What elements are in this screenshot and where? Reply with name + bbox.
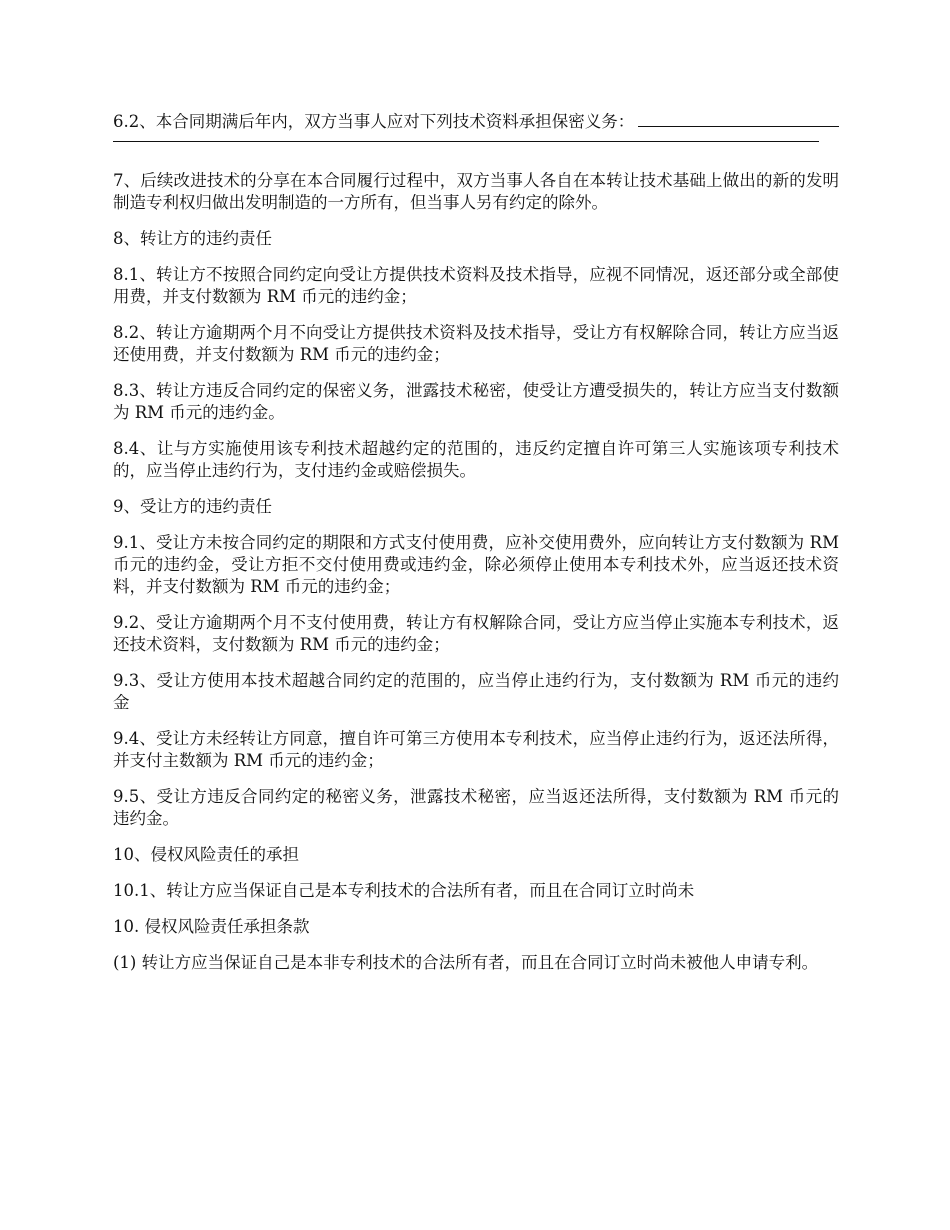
- clause-8-2: 8.2、转让方逾期两个月不向受让方提供技术资料及技术指导，受让方有权解除合同，转让方应当返还使用费，并支付数额为 RM 币元的违约金；: [113, 323, 839, 364]
- clause-7: 7、后续改进技术的分享在本合同履行过程中，双方当事人各自在本转让技术基础上做出的新的发明制造专利权归做出发明制造的一方所有，但当事人另有约定的除外。: [113, 171, 839, 212]
- clause-6-2-text: 6.2、本合同期满后年内，双方当事人应对下列技术资料承担保密义务：: [113, 112, 635, 131]
- clause-9-1: 9.1、受让方未按合同约定的期限和方式支付使用费，应补交使用费外，应向转让方支付数额为 RM 币元的违约金，受让方拒不交付使用费或违约金，除必须停止使用本专利技术外，应当返还技术资料，并支付数额为 RM 币元的违约金；: [113, 533, 839, 596]
- confidential-materials-blank-line[interactable]: [638, 108, 839, 127]
- document-page: [113, 108, 839, 988]
- clause-8-3: 8.3、转让方违反合同约定的保密义务，泄露技术秘密，使受让方遭受损失的，转让方应当支付数额为 RM 币元的违约金。: [113, 381, 839, 422]
- clause-9-2: 9.2、受让方逾期两个月不支付使用费，转让方有权解除合同，受让方应当停止实施本专利技术，返还技术资料，支付数额为 RM 币元的违约金；: [113, 613, 839, 654]
- clause-8-1: 8.1、转让方不按照合同约定向受让方提供技术资料及技术指导，应视不同情况，返还部分或全部使用费，并支付数额为 RM 币元的违约金；: [113, 265, 839, 306]
- clause-10-item-1: (1) 转让方应当保证自己是本非专利技术的合法所有者，而且在合同订立时尚未被他人申请专利。: [113, 953, 819, 972]
- clause-10-1: 10.1、转让方应当保证自己是本专利技术的合法所有者，而且在合同订立时尚未: [113, 881, 695, 900]
- heading-10-infringement-risk: 10、侵权风险责任的承担: [113, 845, 299, 864]
- clause-6-2-line: [113, 108, 839, 133]
- heading-10-infringement-terms: 10. 侵权风险责任承担条款: [113, 917, 310, 936]
- heading-8-transferor-liability: 8、转让方的违约责任: [113, 229, 272, 248]
- confidential-materials-blank-line-2[interactable]: [113, 133, 819, 142]
- clause-8-4: 8.4、让与方实施使用该专利技术超越约定的范围的，违反约定擅自许可第三人实施该项专利技术的，应当停止违约行为，支付违约金或赔偿损失。: [113, 439, 839, 480]
- clause-9-3: 9.3、受让方使用本技术超越合同约定的范围的，应当停止违约行为，支付数额为 RM 币元的违约金: [113, 671, 839, 712]
- clause-6-2: [113, 108, 839, 142]
- heading-9-transferee-liability: 9、受让方的违约责任: [113, 497, 272, 516]
- clause-9-4: 9.4、受让方未经转让方同意，擅自许可第三方使用本专利技术，应当停止违约行为，返还法所得，并支付主数额为 RM 币元的违约金；: [113, 729, 839, 770]
- clause-9-5: 9.5、受让方违反合同约定的秘密义务，泄露技术秘密，应当返还法所得，支付数额为 RM 币元的违约金。: [113, 787, 839, 828]
